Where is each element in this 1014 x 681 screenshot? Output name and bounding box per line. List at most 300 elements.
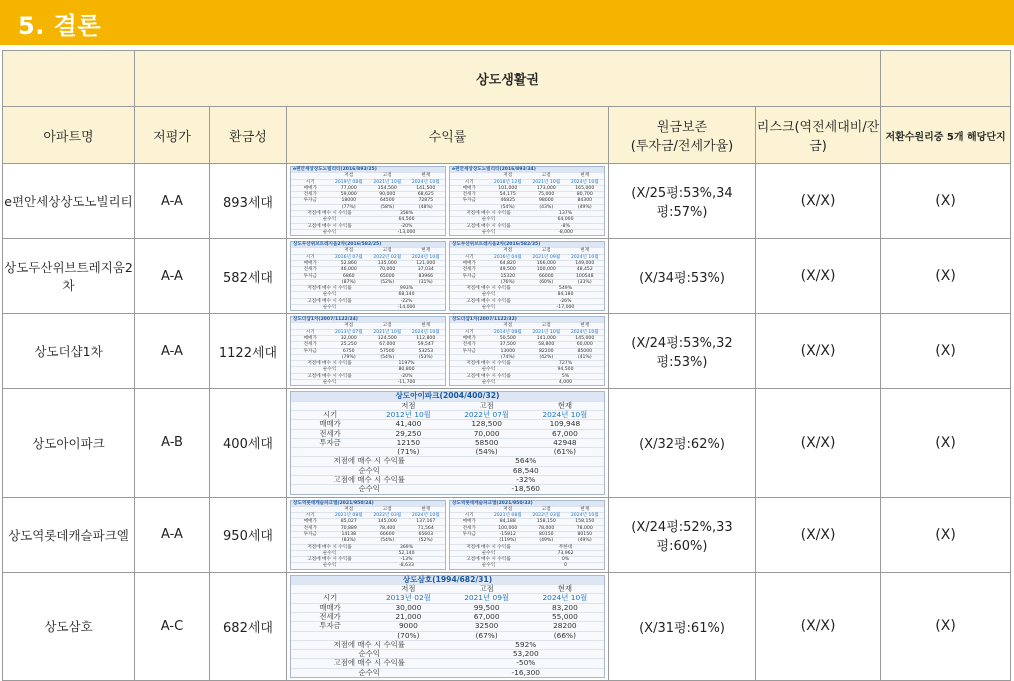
return-table-row [291,525,445,531]
return-summary-cell: 저점에 매수 시 수익률 [466,286,511,292]
return-summary-row [450,544,604,550]
return-table-cell: 68,625 [417,192,434,198]
return-table-cell: 100,000 [498,525,518,531]
return-table-cell: 2016년 07월 [334,254,363,260]
header-bar [0,0,1014,48]
return-summary-cell: 고점에 매수 시 수익률 [307,373,352,379]
return-summary-cell: 순수익 [322,563,337,569]
return-table-row [450,537,604,543]
table-row [3,497,1011,572]
return-table-cell: 2021년 09월 [464,593,510,603]
return-summary-row [450,379,604,385]
return-summary-cell: 저점에 매수 시 수익률 [466,361,511,367]
return-summary-cell: 고점에 매수 시 수익률 [466,223,511,229]
return-table-cell: (66%) [553,630,576,640]
return-table-row [291,179,445,185]
grade-value: A-B [135,389,210,497]
return-table-row [450,266,604,272]
return-table-cell [291,448,369,456]
return-summary-cell: 순수익 [358,465,380,475]
return-table-cell: 2024년 10월 [542,410,588,420]
return-table-cell: 64,820 [499,260,516,266]
return-table-row [291,247,445,253]
return-table-cell: 시기 [464,179,474,185]
return-table-cell: 112,800 [416,336,436,342]
return-summary-row [291,285,445,291]
return-table-cell: 현재 [421,248,431,254]
return-table-row [291,260,445,266]
return-table-row [291,512,445,518]
return-summary-cell: 고점에 매수 시 수익률 [307,298,352,304]
return-table-title: e편안세상상도노빌리티(2016/893/25) [291,167,445,172]
return-table-cell: 101,000 [498,185,518,191]
return-summary-cell: -18,560 [511,484,541,494]
return-summary-cell: 53,200 [512,649,539,659]
return-table-cell [450,538,489,543]
return-table-cell: 고점 [382,506,392,512]
return-table-cell: 2013년 02월 [385,593,431,603]
return-table-cell: 145,000 [575,336,595,342]
return-table-cell: 2019년 08월 [334,179,363,185]
return-table-cell: 투자금 [462,348,476,354]
return-table-cell: 투자금 [303,198,317,204]
return-table-cell [291,173,330,178]
return-summary-cell: 고점에 매수 시 수익률 [333,475,405,485]
return-table-cell: 저점 [401,400,416,410]
return-table-row [291,335,445,341]
return-table-row [291,273,445,279]
return-summary-cell: 고점에 매수 시 수익률 [307,557,352,563]
column-header-row [3,107,1011,164]
return-table-cell: 투자금 [319,621,341,631]
five-criteria-value: (X) [881,239,1011,314]
return-table-row [450,260,604,266]
return-table-cell: 시기 [305,179,315,185]
return-table-cell: 52,860 [340,260,357,266]
return-table-cell: 21,000 [395,612,422,622]
return-summary-table [449,500,605,570]
return-table-cell: 저점 [344,248,354,254]
households-value: 682세대 [210,572,287,680]
return-table-title: 상도두산위브트레지움2차(2016/582/25) [291,242,445,247]
apartment-name: 상도두산위브트레지움2차 [3,239,135,314]
col-return: 수익률 [287,107,609,164]
return-table-cell: 80150 [538,532,554,537]
return-table-row [291,341,445,347]
return-table-cell: 시기 [322,593,338,603]
return-table-cell: (33%) [577,279,592,285]
return-table-cell: 109,948 [549,419,581,429]
return-summary-cell: -20% [400,223,413,229]
return-summary-cell: 무한대 [558,544,573,550]
return-summary-cell: -50% [516,658,536,668]
return-table-cell: 80150 [577,532,593,537]
return-table-row [291,612,604,621]
return-summary-cell: 저점에 매수 시 수익률 [307,210,352,216]
return-summary-table [290,316,446,386]
return-table-cell: 저점 [344,173,354,179]
return-table-cell: 84,188 [499,519,516,525]
return-table-cell: 82200 [538,348,554,354]
return-table-row [450,191,604,197]
return-summary-cell: 순수익 [481,217,496,223]
return-summary-cell: 순수익 [358,649,380,659]
return-table-row [450,506,604,512]
return-table-cell: 2018년 12월 [493,179,522,185]
return-table-cell: (49%) [539,538,554,544]
return-summary-cell: -26% [559,298,572,304]
return-summary-cell: 순수익 [358,667,380,677]
five-criteria-value: (X) [881,314,1011,389]
return-table-row [291,584,604,593]
return-table-cell: 78,400 [379,525,396,531]
return-table-row [291,429,604,438]
return-table-row [450,525,604,531]
return-table-cell [291,402,369,410]
return-table-cell: 고점 [382,173,392,179]
return-table-cell: 매매가 [303,185,317,191]
return-table-cell: 83966 [418,273,434,279]
return-table-cell: 2024년 10월 [570,513,599,519]
return-table-cell [291,323,330,328]
return-summary-cell: 4,000 [558,380,573,385]
return-table-title: 상도더샵1차(2007/1122/32) [450,317,604,322]
return-table-cell: 저점 [503,506,513,512]
return-table-cell: 매매가 [319,602,341,612]
return-table-cell [450,248,489,253]
return-summary-row [291,366,445,372]
return-table-title: 상도아이파크(2004/400/32) [291,392,604,401]
return-summary-cell: 369% [399,544,414,550]
return-table-cell: (61%) [553,447,576,457]
return-table-cell: 18000 [341,198,357,204]
grade-value: A-A [135,314,210,389]
return-summary-cell: 순수익 [481,550,496,556]
return-table-cell: 2012년 10월 [385,410,431,420]
return-summary-cell: -32% [516,475,536,485]
return-tables-cell [287,497,609,572]
return-table-cell: 25,250 [340,342,357,348]
col-risk: 리스크(역전세대비/잔금) [756,107,881,164]
return-table-row [450,179,604,185]
return-summary-row [291,484,604,493]
return-summary-row [450,291,604,297]
return-table-cell: 2024년 10월 [411,329,440,335]
return-summary-cell: -8,633 [399,563,414,569]
return-table-row [450,354,604,360]
households-value: 400세대 [210,389,287,497]
return-table-cell: 6750 [342,348,355,354]
return-summary-row [291,229,445,235]
return-summary-cell: -11,700 [397,380,416,385]
return-summary-row [291,466,604,475]
return-table-cell: 저점 [503,173,513,179]
return-table-cell [291,507,330,512]
return-tables [290,500,605,570]
return-summary-row [450,366,604,372]
return-table-cell: 현재 [580,248,590,254]
return-table-cell [450,280,489,285]
return-summary-cell: 549% [558,286,573,292]
return-summary-cell: 순수익 [322,380,337,385]
return-table-row [291,204,445,210]
return-summary-row [291,298,445,304]
grade-value: A-A [135,497,210,572]
return-summary-table [290,391,605,494]
return-table-cell: 고점 [541,323,551,329]
return-table-cell: 145,000 [377,519,397,525]
return-table-cell: (49%) [577,538,592,544]
return-table-cell: 141,000 [536,336,556,342]
return-table-row [291,348,445,354]
five-criteria-value: (X) [881,497,1011,572]
return-table-cell: 현재 [580,173,590,179]
return-summary-row [291,640,604,649]
return-summary-cell: 순수익 [322,550,337,556]
return-table-cell [450,173,489,178]
return-table-cell: 85000 [577,348,593,354]
return-table-cell: 전세가 [462,525,476,531]
return-summary-cell: 저점에 매수 시 수익률 [307,544,352,550]
return-table-cell: 2024년 10월 [411,179,440,185]
return-tables-cell [287,164,609,239]
return-table-cell: (54%) [380,538,395,544]
return-table-cell [291,205,330,210]
return-table-cell: 현재 [421,173,431,179]
return-table-cell: 65603 [418,532,434,537]
return-summary-cell: 저점에 매수 시 수익률 [307,286,352,292]
return-table-cell: 78,000 [538,525,555,531]
return-summary-cell: 0% [561,557,570,563]
return-table-cell: 137,167 [416,519,436,525]
return-table-cell: 50,500 [499,336,516,342]
return-table-cell: (87%) [341,279,356,285]
return-summary-row [291,379,445,385]
return-summary-cell: -8,000 [558,229,573,235]
return-table-row [450,531,604,537]
return-summary-row [450,373,604,379]
return-summary-row [450,556,604,562]
return-table-title: 상도더샵1차(2007/1122/24) [291,317,445,322]
return-table-cell: 158,150 [536,519,556,525]
return-table-row [291,191,445,197]
return-table-cell: 2021년 08월 [493,513,522,519]
return-table-cell: 46,000 [340,267,357,273]
return-summary-cell: 73,962 [557,550,574,556]
return-summary-row [450,229,604,235]
apartment-name: 상도더샵1차 [3,314,135,389]
return-table-cell: 166,000 [536,260,556,266]
return-table-cell: 2024년 10월 [570,254,599,260]
return-table-cell: 141,500 [416,185,436,191]
return-summary-cell: 1197% [398,361,415,367]
return-table-row [450,172,604,178]
apartment-name: 상도삼호 [3,572,135,680]
return-table-cell: 전세가 [319,612,341,622]
return-table-cell: 현재 [557,400,573,410]
return-table-cell: 2022년 03월 [532,513,561,519]
return-table-row [291,438,604,447]
return-summary-cell: 358% [399,210,414,216]
return-summary-cell: 5% [561,373,570,379]
return-table-cell: 2024년 10월 [570,179,599,185]
return-summary-table [290,575,605,678]
return-table-cell: 2024년 10월 [411,513,440,519]
return-table-cell: 전세가 [462,267,476,273]
return-table-cell: 2024년 10월 [542,593,588,603]
return-table-cell: (41%) [577,354,592,360]
return-summary-cell: -17,000 [556,304,575,310]
return-table-cell: 고점 [382,248,392,254]
return-table-cell: 158,150 [575,519,595,525]
return-table-row [291,518,445,524]
return-summary-cell: 52,140 [398,550,415,556]
return-summary-table [290,500,446,570]
return-table-row [291,401,604,410]
return-table-cell: 99,500 [473,602,500,612]
table-row [3,164,1011,239]
return-table-cell [450,355,489,360]
return-table-cell: 저점 [503,323,513,329]
return-table-cell: (48%) [418,204,433,210]
return-table-cell: 124,500 [377,336,397,342]
return-summary-table [449,316,605,386]
return-table-cell: 54,175 [499,192,516,198]
return-table-cell: 30,000 [395,602,422,612]
table-row [3,389,1011,497]
return-table-cell: 매매가 [462,519,476,525]
return-table-cell: 83,200 [551,602,578,612]
return-summary-table [449,166,605,236]
return-summary-cell: 0 [564,563,567,569]
return-table-cell: 2022년 02월 [373,254,402,260]
return-table-cell: 전세가 [462,342,476,348]
return-table-cell: 투자금 [462,273,476,279]
return-table-row [450,341,604,347]
return-tables-cell [287,239,609,314]
return-summary-cell: 84,180 [557,292,574,298]
return-table-cell: 2021년 09월 [532,254,561,260]
return-summary-cell: 고점에 매수 시 수익률 [466,298,511,304]
return-table-cell: 전세가 [303,342,317,348]
return-summary-cell: 순수익 [481,380,496,385]
households-value: 893세대 [210,164,287,239]
return-table-cell: (54%) [475,447,498,457]
principal-value: (X/34평:53%) [609,239,756,314]
return-table-cell: (31%) [418,279,433,285]
return-table-cell: 매매가 [303,336,317,342]
table-row [3,239,1011,314]
return-summary-row [291,668,604,677]
return-table-cell: 65000 [379,273,395,279]
return-table-cell: (83%) [341,538,356,544]
return-table-row [291,447,604,456]
return-table-row [450,279,604,285]
return-table-cell: 고점 [382,323,392,329]
return-table-cell: 100548 [575,273,594,279]
return-summary-cell: 64,000 [557,217,574,223]
return-table-cell: 매매가 [319,419,341,429]
return-summary-table [290,166,446,236]
return-summary-cell: 순수익 [481,563,496,569]
return-table-cell: 77,000 [340,185,357,191]
return-table-cell: 2014년 08월 [493,329,522,335]
region-blank-cell [881,51,1011,107]
return-table-row [291,603,604,612]
conclusion-table [2,50,1011,681]
return-table-row [450,185,604,191]
return-summary-cell: 순수익 [481,367,496,373]
return-summary-cell: -20% [400,373,413,379]
return-table-cell: 매매가 [462,185,476,191]
return-table-cell: 165,000 [575,185,595,191]
return-table-cell: 고점 [479,400,494,410]
return-summary-cell: 저점에 매수 시 수익률 [307,361,352,367]
return-table-cell: 저점 [503,248,513,254]
return-summary-cell: -14,000 [397,304,416,310]
return-summary-row [291,360,445,366]
return-tables-cell [287,572,609,680]
return-summary-cell: 순수익 [322,367,337,373]
return-summary-cell: 저점에 매수 시 수익률 [333,456,405,466]
return-table-cell: 고점 [541,173,551,179]
return-table-cell: 55,000 [551,612,578,622]
return-table-cell: 시기 [305,329,315,335]
return-table-cell: 70,889 [340,525,357,531]
return-table-cell: 70,000 [473,428,500,438]
return-table-title: 상도역롯데캐슬파크엘(2021/950/33) [450,501,604,506]
return-table-cell: 매매가 [303,260,317,266]
return-table-cell: 53253 [418,348,434,354]
return-table-cell: 2021년 10월 [532,329,561,335]
return-table-cell: (53%) [418,354,433,360]
return-table-cell: 매매가 [462,336,476,342]
return-table-cell: 75,000 [538,192,555,198]
return-summary-cell: -16,300 [511,667,541,677]
return-summary-row [291,223,445,229]
return-tables-cell [287,314,609,389]
return-table-cell: 고점 [541,506,551,512]
return-table-row [291,329,445,335]
return-summary-row [450,562,604,568]
return-table-row [450,204,604,210]
return-table-cell: 98000 [538,198,554,204]
grade-value: A-A [135,164,210,239]
return-table-cell: 128,500 [471,419,502,429]
principal-value: (X/25평:53%,34평:57%) [609,164,756,239]
return-table-cell: 135,000 [377,260,397,266]
return-table-row [291,537,445,543]
return-table-cell: 저점 [344,323,354,329]
return-table-cell: (58%) [380,204,395,210]
return-table-cell: 84300 [577,198,593,204]
return-table-cell [291,585,369,593]
return-table-row [291,185,445,191]
return-table-cell [291,355,330,360]
households-value: 582세대 [210,239,287,314]
return-table-cell: 48,452 [576,267,593,273]
return-table-row [291,254,445,260]
return-table-cell: 현재 [421,506,431,512]
return-tables [290,391,605,494]
return-table-cell: 173,000 [536,185,556,191]
return-table-cell: 121,000 [416,260,436,266]
return-table-title: e편안세상상도노빌리티(2016/893/34) [450,167,604,172]
return-table-cell: 현재 [557,584,573,594]
return-table-cell: 2022년 07월 [464,410,510,420]
return-table-row [291,410,604,419]
return-summary-cell: 80,800 [398,367,415,373]
